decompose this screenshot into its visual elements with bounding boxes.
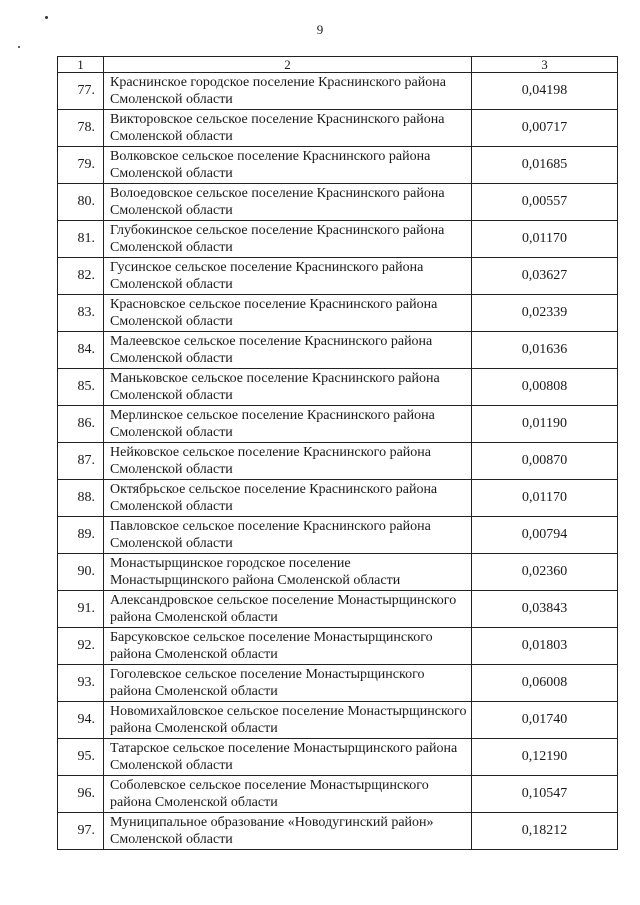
- row-number-cell: 87.: [58, 443, 104, 480]
- municipality-name-cell: Павловское сельское поселение Краснинского района Смоленской области: [104, 517, 472, 554]
- municipality-name-cell: Маньковское сельское поселение Краснинского района Смоленской области: [104, 369, 472, 406]
- row-number-cell: 89.: [58, 517, 104, 554]
- table-row: [58, 369, 618, 406]
- municipality-name-cell: Соболевское сельское поселение Монастырщинского района Смоленской области: [104, 776, 472, 813]
- table-row: [58, 702, 618, 739]
- table-row: [58, 221, 618, 258]
- municipality-name-cell: Барсуковское сельское поселение Монастырщинского района Смоленской области: [104, 628, 472, 665]
- row-number-cell: 77.: [58, 73, 104, 110]
- table-row: [58, 554, 618, 591]
- scan-speck-mark: [18, 46, 20, 48]
- table-row: [58, 184, 618, 221]
- municipality-name-cell: Нейковское сельское поселение Краснинского района Смоленской области: [104, 443, 472, 480]
- row-number-cell: 95.: [58, 739, 104, 776]
- municipality-name-cell: Монастырщинское городское поселение Монастырщинского района Смоленской области: [104, 554, 472, 591]
- municipality-name-cell: Красновское сельское поселение Краснинского района Смоленской области: [104, 295, 472, 332]
- share-value-cell: 0,10547: [472, 776, 618, 813]
- table-row: [58, 517, 618, 554]
- row-number-cell: 92.: [58, 628, 104, 665]
- table-row: [58, 332, 618, 369]
- table-row: [58, 295, 618, 332]
- row-number-cell: 78.: [58, 110, 104, 147]
- municipality-name-cell: Волковское сельское поселение Краснинского района Смоленской области: [104, 147, 472, 184]
- table-row: [58, 258, 618, 295]
- share-value-cell: 0,00794: [472, 517, 618, 554]
- municipality-name-cell: Октябрьское сельское поселение Краснинского района Смоленской области: [104, 480, 472, 517]
- municipality-name-cell: Малеевское сельское поселение Краснинского района Смоленской области: [104, 332, 472, 369]
- share-value-cell: 0,01685: [472, 147, 618, 184]
- row-number-cell: 85.: [58, 369, 104, 406]
- row-number-cell: 88.: [58, 480, 104, 517]
- row-number-cell: 84.: [58, 332, 104, 369]
- row-number-cell: 90.: [58, 554, 104, 591]
- share-value-cell: 0,01170: [472, 221, 618, 258]
- share-value-cell: 0,00808: [472, 369, 618, 406]
- share-value-cell: 0,00717: [472, 110, 618, 147]
- municipality-name-cell: Краснинское городское поселение Краснинского района Смоленской области: [104, 73, 472, 110]
- municipality-name-cell: Гоголевское сельское поселение Монастырщинского района Смоленской области: [104, 665, 472, 702]
- table-row: [58, 739, 618, 776]
- table-row: [58, 147, 618, 184]
- municipality-name-cell: Татарское сельское поселение Монастырщинского района Смоленской области: [104, 739, 472, 776]
- share-value-cell: 0,03843: [472, 591, 618, 628]
- share-value-cell: 0,18212: [472, 813, 618, 850]
- table-row: [58, 73, 618, 110]
- table-header-row: [58, 57, 618, 73]
- table-row: [58, 628, 618, 665]
- share-value-cell: 0,04198: [472, 73, 618, 110]
- share-value-cell: 0,01803: [472, 628, 618, 665]
- table-row: [58, 776, 618, 813]
- row-number-cell: 86.: [58, 406, 104, 443]
- table-row: [58, 110, 618, 147]
- allocation-table: [57, 56, 618, 850]
- share-value-cell: 0,00870: [472, 443, 618, 480]
- table-row: [58, 665, 618, 702]
- row-number-cell: 91.: [58, 591, 104, 628]
- table-row: [58, 443, 618, 480]
- row-number-cell: 97.: [58, 813, 104, 850]
- municipality-name-cell: Глубокинское сельское поселение Краснинского района Смоленской области: [104, 221, 472, 258]
- row-number-cell: 96.: [58, 776, 104, 813]
- share-value-cell: 0,02339: [472, 295, 618, 332]
- municipality-name-cell: Волоедовское сельское поселение Краснинского района Смоленской области: [104, 184, 472, 221]
- share-value-cell: 0,01740: [472, 702, 618, 739]
- municipality-name-cell: Муниципальное образование «Новодугинский район» Смоленской области: [104, 813, 472, 850]
- row-number-cell: 82.: [58, 258, 104, 295]
- table-body: [58, 73, 618, 850]
- share-value-cell: 0,00557: [472, 184, 618, 221]
- row-number-cell: 81.: [58, 221, 104, 258]
- row-number-cell: 94.: [58, 702, 104, 739]
- municipality-name-cell: Викторовское сельское поселение Краснинского района Смоленской области: [104, 110, 472, 147]
- municipality-name-cell: Гусинское сельское поселение Краснинского района Смоленской области: [104, 258, 472, 295]
- column-header-1: 1: [58, 57, 104, 73]
- table-row: [58, 406, 618, 443]
- page-number: 9: [316, 22, 324, 37]
- share-value-cell: 0,03627: [472, 258, 618, 295]
- share-value-cell: 0,01190: [472, 406, 618, 443]
- municipality-name-cell: Александровское сельское поселение Монастырщинского района Смоленской области: [104, 591, 472, 628]
- row-number-cell: 83.: [58, 295, 104, 332]
- table-row: [58, 813, 618, 850]
- column-header-2: 2: [104, 57, 472, 73]
- municipality-name-cell: Мерлинское сельское поселение Краснинского района Смоленской области: [104, 406, 472, 443]
- column-header-3: 3: [472, 57, 618, 73]
- share-value-cell: 0,01170: [472, 480, 618, 517]
- row-number-cell: 79.: [58, 147, 104, 184]
- municipality-name-cell: Новомихайловское сельское поселение Монастырщинского района Смоленской области: [104, 702, 472, 739]
- share-value-cell: 0,06008: [472, 665, 618, 702]
- share-value-cell: 0,01636: [472, 332, 618, 369]
- share-value-cell: 0,02360: [472, 554, 618, 591]
- share-value-cell: 0,12190: [472, 739, 618, 776]
- row-number-cell: 80.: [58, 184, 104, 221]
- table-row: [58, 591, 618, 628]
- row-number-cell: 93.: [58, 665, 104, 702]
- table-row: [58, 480, 618, 517]
- scan-speck-mark: [45, 16, 48, 19]
